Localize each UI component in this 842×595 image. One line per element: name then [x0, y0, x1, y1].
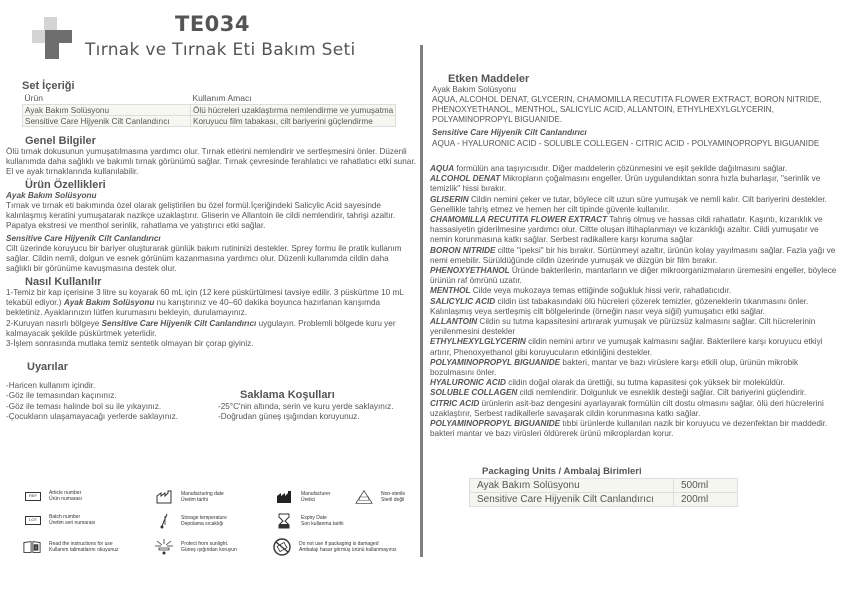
ingredient-description: SALICYLIC ACID cildin üst tabakasındaki ölü hücreleri çözerek temizler, gözeneklerin tıkanmasını önler. Kalınlaşmış veya sertleşmiş cilt bölgelerinde (örneğin nasır veya siğil) yumuşatıcı etki sağlar.	[430, 296, 809, 316]
ingredients-list-2: AQUA - HYALURONIC ACID - SOLUBLE COLLEGEN - CITRIC ACID - POLYAMINOPROPYL BIGUANIDE	[432, 139, 820, 148]
packaging-table	[469, 478, 738, 507]
symbol-manufacturer: Manufacturer Üretici	[275, 490, 330, 504]
ingredients-product-2: Sensitive Care Hijyenik Cilt Canlandırıcı	[432, 128, 587, 137]
symbol-lot: LOT Batch number Üretim seri numarası	[25, 514, 95, 526]
ref-icon: REF	[25, 492, 41, 501]
symbol-sunlight: Protect from sunlight. Güneş ışığından koruyun	[155, 540, 237, 554]
ingredient-description: POLYAMINOPROPYL BIGUANIDE bakteri, mantar ve bazı virüslere karşı etkili olup, ürünün mikrobik bozulmasını önler.	[430, 357, 799, 378]
warning-item: -Çocukların ulaşamayacağı yerlerde saklayınız.	[6, 412, 179, 422]
ingredient-description: BORON NITRIDE ciltte "ipeksi" bir his bırakır. Sürtünmeyi azaltır, ürünün kolay yayılmasını sağlar. Fazla yağı ve nemi emebilir. Sürüldüğünde cildin üzerinde yumuşak ve düzgün bir film bırakır.	[430, 245, 836, 265]
symbol-ref: REF Article number Ürün numarası	[25, 490, 82, 502]
feature-product-name: Ayak Bakım Solüsyonu	[6, 191, 97, 200]
features-heading: Ürün Özellikleri	[25, 179, 106, 191]
table-header-row	[23, 93, 396, 105]
non-sterile-icon	[355, 490, 373, 504]
table-row	[470, 493, 738, 507]
table-cell: Sensitive Care Hijyenik Cilt Canlandırıcı	[470, 493, 674, 507]
storage-list	[218, 402, 394, 423]
table-row	[23, 105, 396, 116]
column-header: Kullanım Amacı	[192, 93, 252, 103]
ingredient-description: AQUA formülün ana taşıyıcısıdır. Diğer maddelerin çözünmesini ve eşit şekilde dağılmasını sağlar.	[430, 164, 788, 173]
ingredient-descriptions	[430, 164, 838, 439]
factory-icon	[275, 490, 293, 504]
storage-heading: Saklama Koşulları	[240, 389, 335, 401]
ingredient-description: GLISERIN Cildin nemini çeker ve tutar, böylece cilt uzun süre yumuşak ve nemli kalır. Cilt bariyerini destekler. Genellikle tahriş etmez ve hemen her cilt tipinde güvenle kullanılır.	[430, 194, 827, 214]
symbol-instructions: i Read the instructions for use Kullanım talimatlarını okuyunuz	[23, 540, 118, 554]
symbol-damaged-packaging: Do not use if packaging is damaged Ambalajı hasar görmüş ürünü kullanmayınız	[273, 540, 397, 554]
usage-step-2: 2-Kuruyan nasırlı bölgeye Sensitive Care Hijyenik Cilt Canlandırıcı uygulayın. Problemli bölgede kuru yer kalmayacak şekilde püskürtmek yeterlidir.	[6, 318, 396, 338]
column-divider	[420, 45, 423, 557]
usage-step-3: 3-İşlem sonrasında mutlaka temiz sentetik olmayan bir çorap giyiniz.	[6, 339, 254, 349]
usage-step-1: 1-Temiz bir kap içerisine 3 litre su koyarak 60 mL için (12 kere püskürtülmesi tavsiye edilir. 3 püskürtme 10 mL tekabül ediyor.) Ayak Bakım Solüsyonu nu karıştırınız ve 40–60 dakika boyunca hazırlanan karışımda bekletiniz. Ayaklarınızın lütfen kurumasını bekleyin, durulamayınız.	[6, 288, 404, 318]
ingredients-heading: Etken Maddeler	[448, 73, 530, 85]
symbol-storage-temperature: Storage temperature Depolama sıcaklığı	[155, 514, 227, 528]
warnings-heading: Uyarılar	[27, 361, 68, 373]
do-not-use-if-damaged-icon	[273, 540, 291, 554]
table-cell: Ölü hücreleri uzaklaştırma nemlendirme ve yumuşatma	[191, 105, 396, 116]
feature-text: Tırnak ve tırnak eti bakımında özel olarak geliştirilen bu özel formül.İçeriğindeki Salicylic Acid sayesinde kalınlaşmış keratini yumuşatarak nazikçe uzaklaştırır. Gliserin ve Allantoin ile cildi nemlendirir, tahrişi azaltır. Papatya ekstresi ve menthol serinlik, rahatlama ve yatıştırıcı etki sağlar.	[6, 201, 396, 231]
ingredient-description: HYALURONIC ACID cildin doğal olarak da ürettiği, su tutma kapasitesi çok yüksek bir moleküldür.	[430, 378, 785, 388]
thermometer-icon	[155, 514, 173, 528]
general-text: Ölü tırnak dokusunun yumuşatılmasına yardımcı olur. Tırnak etlerini nemlendirir ve sertleşmesini önler. Düzenli kullanımda daha sağlıklı ve bakımlı tırnak görünümü sağlar. Tırnak çevresinde ferahlatıcı ve rahatlatıcı etki sunar. El ve ayak tırnaklarında kullanılabilir.	[6, 147, 416, 177]
ingredient-description: MENTHOL Cilde veya mukozaya temas ettiğinde soğukluk hissi verir, rahatlatıcıdır.	[430, 286, 732, 296]
ingredient-description: CHAMOMILLA RECUTITA FLOWER EXTRACT Tahriş olmuş ve hassas cildi rahatlatır. Kaşıntı, kızarıklık ve hassasiyetin giderilmesine yardımcı olur. Ciltte oluşan iltihaplanmayı ve kızarıklığı azaltır. Cildi yumuşatır ve nemin korunmasına katkı sağlar. Serbest radikallere karşı koruma sağlar	[430, 215, 823, 245]
product-code: TE034	[175, 12, 251, 36]
feature-product-name: Sensitive Care Hijyenik Cilt Canlandırıcı	[6, 234, 161, 243]
set-contents-table	[22, 93, 396, 127]
table-cell: 200ml	[674, 493, 738, 507]
warning-item: -Haricen kullanım içindir.	[6, 381, 96, 390]
symbol-expiry-date: Expiry Date Son kullanma tarihi	[275, 514, 344, 528]
product-title: Tırnak ve Tırnak Eti Bakım Seti	[85, 40, 356, 60]
sun-protect-icon	[155, 540, 173, 554]
set-contents-heading: Set İçeriği	[22, 80, 75, 92]
storage-item: -25°C'nin altında, serin ve kuru yerde saklayınız.	[218, 402, 394, 411]
hourglass-icon	[275, 514, 293, 528]
ingredient-description: SOLUBLE COLLAGEN cildi nemlendirir. Dolgunluk ve esneklik desteği sağlar. Cilt bariyerini güçlendirir.	[430, 388, 807, 398]
table-row	[470, 479, 738, 493]
general-heading: Genel Bilgiler	[25, 135, 96, 147]
symbol-manufacturing-date: Manufacturing date Üretim tarihi	[155, 490, 224, 504]
ingredient-description: ALCOHOL DENAT Mikropların çoğalmasını engeller. Ürün uygulandıktan sonra hızla buharlaşır, "serinlik ve temizlik" hissi bırakır.	[430, 174, 821, 194]
table-cell: Ayak Bakım Solüsyonu	[470, 479, 674, 493]
storage-item: -Doğrudan güneş ışığından koruyunuz.	[218, 412, 360, 422]
ingredients-list-1: AQUA, ALCOHOL DENAT, GLYCERIN, CHAMOMILLA RECUTITA FLOWER EXTRACT, BORON NITRIDE, PHENOXYETHANOL, MENTHOL, SALICYLIC ACID, ALLANTOIN, ETHYLHEXYLGLYCERIN, POLYAMINOPROPYL BIGUANIDE.	[432, 95, 822, 125]
ingredients-product-1: Ayak Bakım Solüsyonu	[432, 85, 517, 94]
warning-item: -Göz ile teması halinde bol su ile yıkayınız.	[6, 401, 162, 411]
column-header: Ürün	[24, 93, 43, 103]
ingredient-description: ALLANTOIN Cildin su tutma kapasitesini artırarak yumuşak ve pürüzsüz kalmasını sağlar. Cilt hücrelerinin yenilenmesini destekler	[430, 317, 816, 337]
warning-item: -Göz ile temasından kaçınınız.	[6, 391, 117, 401]
table-cell: 500ml	[674, 479, 738, 493]
ingredient-description: CITRIC ACID ürünlerin asit-baz dengesini ayarlayarak formülün cilt dostu olmasını sağlar. ölü deri hücrelerini uzaklaştırır, Serbest radikallerle savaşarak cildin korunmasına katkı sağlar.	[430, 398, 824, 418]
table-cell: Sensitive Care Hijyenik Cilt Canlandırıcı	[23, 116, 191, 127]
usage-heading: Nasıl Kullanılır	[25, 276, 102, 288]
ingredient-description: POLYAMINOPROPYL BIGUANIDE tıbbi ürünlerde kullanılan nazik bir koruyucu ve dezenfektan bir maddedir. bakteri mantar ve bazı virüsleri öldürerek ürünü mikroplardan korur.	[430, 419, 828, 439]
feature-text: Cilt üzerinde koruyucu bir bariyer oluşturarak günlük bakım rutininizi destekler. Sprey formu ile pratik kullanım sağlar. Cildin nemli, dolgun ve esnek görünüm kazanmasına yardımcı olur. Düzenli kullanımda cildin daha sağlıklı bir görünüme kavuşmasına destek olur.	[6, 244, 402, 274]
symbol-non-sterile: Non-sterile Steril değil	[355, 490, 405, 504]
table-cell: Ayak Bakım Solüsyonu	[23, 105, 191, 116]
usage-steps	[6, 288, 418, 349]
ingredient-description: ETHYLHEXYLGLYCERIN cildin nemini artırır ve yumuşak kalmasını sağlar. Bakterilere karşı koruyucu etkiyi artırır, Phenoxyethanol gibi koruyucuların etkinliğini destekler.	[430, 337, 823, 357]
table-cell: Koruyucu film tabakası, cilt bariyerini güçlendirme	[191, 116, 396, 127]
instructions-book-icon	[23, 540, 41, 554]
lot-icon: LOT	[25, 516, 41, 525]
packaging-heading: Packaging Units / Ambalaj Birimleri	[482, 466, 642, 477]
brand-logo	[30, 17, 72, 59]
svg-text:i: i	[35, 545, 37, 552]
warnings-list	[6, 381, 178, 423]
manufacturing-date-icon	[155, 490, 173, 504]
ingredient-description: PHENOXYETHANOL Üründe bakterilerin, mantarların ve diğer mikroorganizmaların üremesini engeller, böylece ürünün raf ömrünü uzatır.	[430, 266, 837, 286]
table-row	[23, 116, 396, 127]
